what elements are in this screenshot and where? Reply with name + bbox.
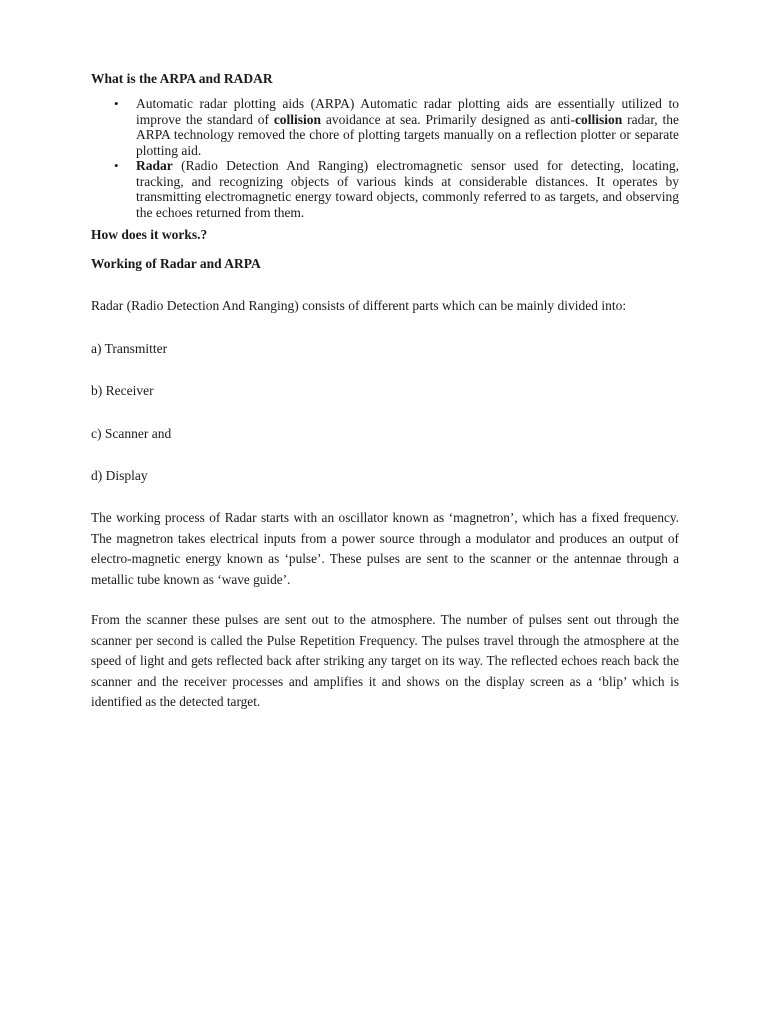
arpa-bold-1: collision bbox=[273, 111, 322, 127]
part-scanner: c) Scanner and bbox=[91, 426, 172, 441]
radar-bold: Radar bbox=[136, 158, 173, 173]
arpa-bold-2: collision bbox=[574, 111, 623, 127]
bullet-icon: • bbox=[114, 96, 119, 111]
part-display: d) Display bbox=[91, 468, 148, 483]
part-receiver: b) Receiver bbox=[91, 383, 154, 398]
document-page bbox=[91, 0, 679, 1024]
working-heading: Working of Radar and ARPA bbox=[91, 256, 261, 271]
intro-text: Radar (Radio Detection And Ranging) consists of different parts which can be mainly divided into: bbox=[91, 298, 627, 313]
list-item-radar bbox=[91, 158, 679, 220]
radar-text: (Radio Detection And Ranging) electromagnetic sensor used for detecting, locating, tracking, and recognizing objects of various kinds at considerable distances. It operates by transmitting electromagnetic energy toward objects, commonly referred to as targets, and observing the echoes returned from them. bbox=[136, 158, 679, 220]
arpa-text-3: radar, the ARPA technology removed the chore of plotting targets manually on a reflection plotter or separate plotting aid. bbox=[136, 111, 679, 158]
arpa-text-1: Automatic radar plotting aids (ARPA) Automatic radar plotting aids are essentially utilized to improve the standard of bbox=[136, 96, 679, 127]
how-heading: How does it works.? bbox=[91, 227, 208, 242]
paragraph-working-process: The working process of Radar starts with an oscillator known as ‘magnetron’, which has a fixed frequency. The magnetron takes electrical inputs from a power source through a modulator and produces an output of electro-magnetic energy known as ‘pulse’. These pulses are sent to the scanner or the antennae through a metallic tube known as ‘wave guide’. bbox=[91, 510, 679, 587]
arpa-text-2: avoidance at sea. Primarily designed as anti- bbox=[321, 111, 575, 127]
bullet-icon: • bbox=[114, 158, 119, 173]
part-transmitter: a) Transmitter bbox=[91, 341, 168, 356]
definition-list bbox=[91, 96, 679, 220]
document-title: What is the ARPA and RADAR bbox=[91, 71, 273, 86]
paragraph-scanner: From the scanner these pulses are sent out to the atmosphere. The number of pulses sent out through the scanner per second is called the Pulse Repetition Frequency. The pulses travel through the atmosphere at the speed of light and gets reflected back after striking any target on its way. The reflected echoes reach back the scanner and the receiver processes and amplifies it and shows on the display screen as a ‘blip’ which is identified as the detected target. bbox=[91, 612, 679, 709]
list-item-arpa bbox=[91, 96, 679, 158]
